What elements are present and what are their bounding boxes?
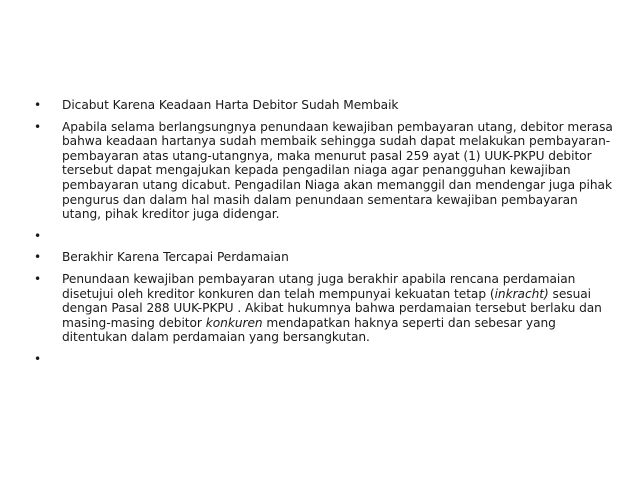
bullet-dot: • — [34, 271, 42, 286]
bullet-dot: • — [34, 228, 42, 243]
paragraph-berakhir — [62, 272, 614, 345]
heading-berakhir: Berakhir Karena Tercapai Perdamaian — [62, 250, 289, 265]
italic-term-inkracht: inkracht) — [494, 286, 549, 301]
paragraph-part: sesuai dengan Pasal 288 UUK-PKPU . Akibat hukumnya bahwa perdamaian tersebut berlaku dan masing-masing debitor — [62, 286, 602, 330]
list-item — [34, 272, 614, 345]
paragraph-dicabut: Apabila selama berlangsungnya penundaan kewajiban pembayaran utang, debitor merasa bahwa keadaan hartanya sudah membaik sehingga sudah dapat melakukan pembayaran-pembayaran atas utang-utangnya, maka menurut pasal 259 ayat (1) UUK-PKPU debitor tersebut dapat mengajukan kepada pengadilan niaga agar penangguhan kewajiban pembayaran utang dicabut. Pengadilan Niaga akan memanggil dan mendengar juga pihak pengurus dan dalam hal masih dalam penundaan sementara kewajiban pembayaran utang, pihak kreditor juga didengar. — [62, 119, 613, 222]
list-item — [34, 120, 614, 222]
list-item — [34, 229, 614, 244]
heading-dicabut: Dicabut Karena Keadaan Harta Debitor Sudah Membaik — [62, 98, 399, 112]
list-item — [34, 98, 614, 113]
italic-term-konkuren: konkuren — [205, 315, 263, 330]
paragraph-part: mendapatkan haknya seperti dan sebesar yang ditentukan dalam perdamaian yang bersangkutan. — [62, 315, 556, 345]
bullet-dot: • — [34, 98, 42, 112]
bullet-dot: • — [34, 351, 42, 366]
list-item — [34, 352, 614, 367]
list-item — [34, 250, 614, 265]
bullet-list — [34, 98, 614, 367]
bullet-dot: • — [34, 119, 42, 134]
bullet-dot: • — [34, 250, 42, 265]
paragraph-part: Penundaan kewajiban pembayaran utang juga berakhir apabila rencana perdamaian disetujui oleh kreditor konkuren dan telah mempunyai kekuatan tetap ( — [62, 271, 576, 301]
